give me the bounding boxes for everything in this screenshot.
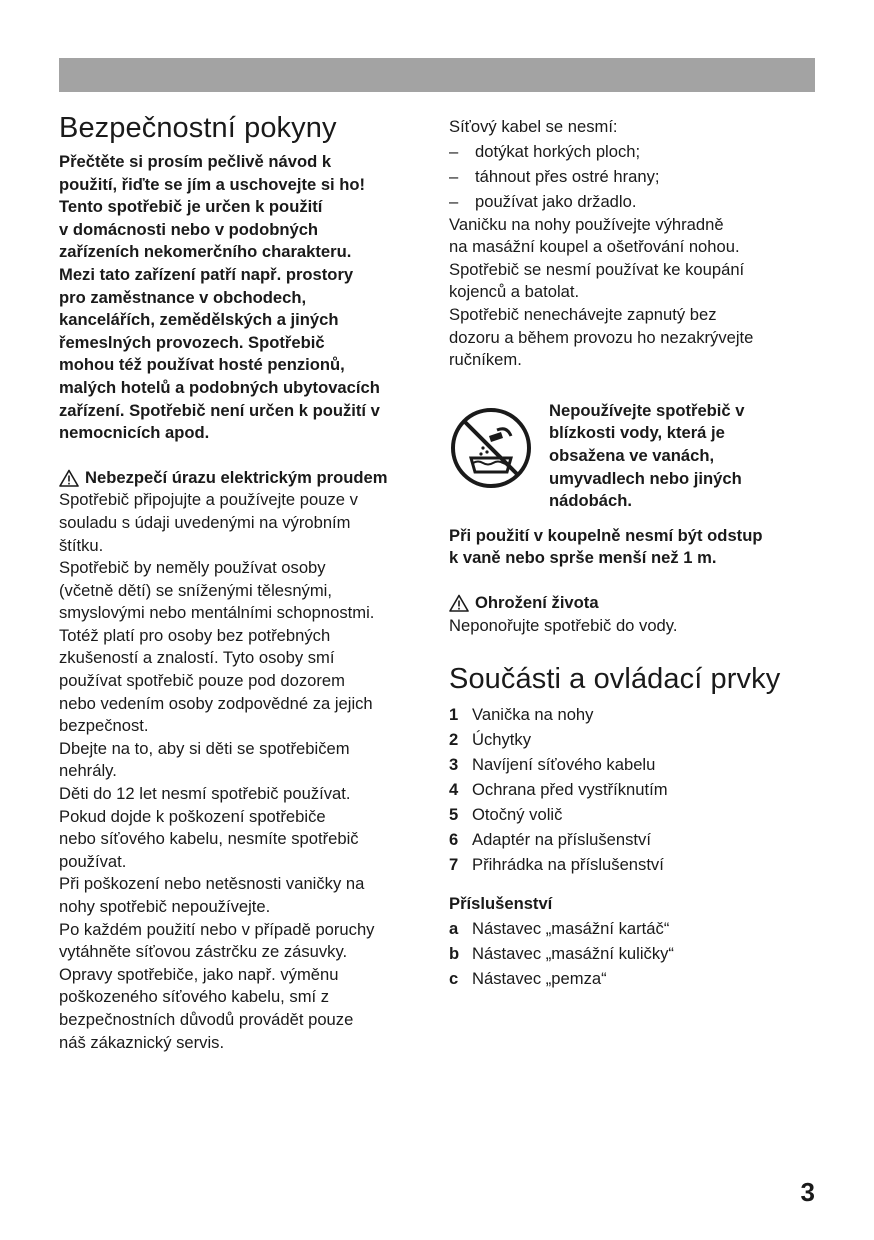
danger-heading	[449, 592, 829, 615]
list-item	[449, 727, 829, 752]
warning-line: náš zákaznický servis.	[59, 1032, 225, 1052]
section-title-safety: Bezpečnostní pokyny	[59, 112, 337, 144]
dash-bullet: –	[449, 141, 459, 161]
right-column	[449, 116, 829, 991]
electric-warning-heading	[59, 467, 429, 490]
warning-line: Děti do 12 let nesmí spotřebič používat.	[59, 784, 351, 804]
usage-line: Spotřebič se nesmí používat ke koupání	[449, 259, 745, 279]
list-item	[449, 827, 829, 852]
warning-line: bezpečnostních důvodů provádět pouze	[59, 1009, 354, 1029]
list-item-text: táhnout přes ostré hrany;	[475, 166, 660, 186]
usage-paragraph	[449, 214, 829, 372]
list-item	[449, 189, 829, 214]
warning-triangle-icon	[449, 594, 469, 612]
water-warning-block	[449, 400, 829, 513]
caption-line: Nepoužívejte spotřebič v	[549, 400, 745, 420]
caption-line: obsažena ve vanách,	[549, 445, 715, 465]
item-letter: b	[449, 944, 460, 964]
intro-line: zařízení. Spotřebič není určen k použití v	[59, 400, 380, 420]
usage-line: ručníkem.	[449, 350, 522, 370]
accessories-heading: Příslušenství	[449, 894, 553, 914]
warning-line: používat.	[59, 851, 127, 871]
list-item-text: používat jako držadlo.	[475, 191, 637, 211]
usage-line: Spotřebič nenechávejte zapnutý bez	[449, 304, 717, 324]
intro-line: Tento spotřebič je určen k použití	[59, 197, 323, 217]
item-number: 4	[449, 780, 459, 800]
electric-warning-title: Nebezpečí úrazu elektrickým proudem	[85, 467, 388, 487]
item-number: 1	[449, 705, 459, 725]
item-label: Adaptér na příslušenství	[472, 830, 651, 850]
usage-line: dozoru a během provozu ho nezakrývejte	[449, 327, 754, 347]
warning-line: Totéž platí pro osoby bez potřebných	[59, 625, 331, 645]
list-item	[449, 702, 829, 727]
warning-line: Opravy spotřebiče, jako např. výměnu	[59, 964, 339, 984]
dash-bullet: –	[449, 191, 459, 211]
caption-line: blízkosti vody, která je	[549, 423, 725, 443]
item-letter: c	[449, 969, 459, 989]
caption-line: nádobách.	[549, 491, 632, 511]
caption-line: umyvadlech nebo jiných	[549, 468, 742, 488]
warning-line: Spotřebič připojujte a používejte pouze v	[59, 490, 358, 510]
warning-triangle-icon	[59, 469, 79, 487]
list-item	[449, 164, 829, 189]
warning-line: štítku.	[59, 535, 104, 555]
intro-paragraph	[59, 151, 429, 445]
note-line: k vaně nebo sprše menší než 1 m.	[449, 548, 717, 568]
warning-line: vytáhněte síťovou zástrčku ze zásuvky.	[59, 942, 348, 962]
list-item	[449, 777, 829, 802]
usage-line: Vaničku na nohy používejte výhradně	[449, 214, 724, 234]
page-number: 3	[800, 1177, 815, 1207]
cable-restrictions-list	[449, 139, 829, 214]
item-number: 7	[449, 855, 459, 875]
intro-line: použití, řiďte se jím a uschovejte si ho!	[59, 174, 366, 194]
intro-line: v domácnosti nebo v podobných	[59, 219, 319, 239]
intro-line: Mezi tato zařízení patří např. prostory	[59, 264, 354, 284]
list-item	[449, 966, 829, 991]
item-label: Otočný volič	[472, 805, 563, 825]
warning-line: Po každém použití nebo v případě poruchy	[59, 919, 375, 939]
intro-line: zařízeních nekomerčního charakteru.	[59, 242, 352, 262]
item-number: 3	[449, 755, 459, 775]
list-item-text: dotýkat horkých ploch;	[475, 141, 641, 161]
bathroom-distance-note	[449, 525, 829, 570]
warning-line: nohy spotřebič nepoužívejte.	[59, 897, 271, 916]
intro-line: kancelářích, zemědělských a jiných	[59, 310, 339, 330]
intro-line: Přečtěte si prosím pečlivě návod k	[59, 152, 332, 171]
warning-line: Dbejte na to, aby si děti se spotřebičem	[59, 738, 350, 758]
note-line: Při použití v koupelně nesmí být odstup	[449, 525, 763, 545]
usage-line: kojenců a batolat.	[449, 282, 580, 302]
section-title-parts: Součásti a ovládací prvky	[449, 663, 781, 696]
cable-intro: Síťový kabel se nesmí:	[449, 117, 618, 136]
list-item	[449, 752, 829, 777]
usage-line: na masážní koupel a ošetřování nohou.	[449, 237, 740, 257]
item-label: Přihrádka na příslušenství	[472, 855, 664, 875]
item-label: Nástavec „pemza“	[472, 969, 607, 989]
warning-line: nebo vedením osoby zodpovědné za jejich	[59, 693, 373, 713]
list-item	[449, 941, 829, 966]
warning-line: Pokud dojde k poškození spotřebiče	[59, 806, 326, 826]
warning-line: zkušeností a znalostí. Tyto osoby smí	[59, 648, 335, 668]
no-water-icon	[449, 406, 533, 490]
item-label: Úchytky	[472, 730, 532, 750]
item-label: Ochrana před vystříknutím	[472, 780, 668, 800]
warning-line: nehrály.	[59, 761, 117, 781]
item-label: Vanička na nohy	[472, 705, 594, 725]
left-column	[59, 112, 429, 1054]
item-letter: a	[449, 919, 459, 939]
intro-line: řemeslných provozech. Spotřebič	[59, 332, 325, 352]
list-item	[449, 802, 829, 827]
warning-line: používat spotřebič pouze pod dozorem	[59, 671, 345, 691]
water-warning-text	[549, 400, 745, 513]
intro-line: mohou též používat hosté penzionů,	[59, 355, 345, 375]
intro-line: pro zaměstnance v obchodech,	[59, 287, 307, 307]
item-number: 6	[449, 830, 459, 850]
accessories-list	[449, 916, 829, 991]
dash-bullet: –	[449, 166, 459, 186]
intro-line: nemocnicích apod.	[59, 423, 210, 443]
warning-line: smyslovými nebo mentálními schopnostmi.	[59, 603, 375, 623]
electric-warning-text	[59, 489, 429, 1054]
item-number: 2	[449, 730, 459, 750]
item-label: Navíjení síťového kabelu	[472, 755, 656, 775]
item-label: Nástavec „masážní kartáč“	[472, 919, 670, 939]
item-label: Nástavec „masážní kuličky“	[472, 944, 674, 964]
header-bar	[59, 58, 815, 92]
warning-line: bezpečnost.	[59, 716, 149, 736]
danger-text: Neponořujte spotřebič do vody.	[449, 615, 678, 635]
warning-line: nebo síťového kabelu, nesmíte spotřebič	[59, 829, 359, 849]
intro-line: malých hotelů a podobných ubytovacích	[59, 377, 380, 397]
warning-line: souladu s údaji uvedenými na výrobním	[59, 512, 351, 532]
list-item	[449, 916, 829, 941]
danger-title: Ohrožení života	[475, 592, 599, 612]
list-item	[449, 852, 829, 877]
warning-line: Spotřebič by neměly používat osoby	[59, 558, 326, 578]
warning-line: (včetně dětí) se sníženými tělesnými,	[59, 580, 332, 600]
parts-list	[449, 702, 829, 877]
warning-line: poškozeného síťového kabelu, smí z	[59, 987, 330, 1007]
warning-line: Při poškození nebo netěsnosti vaničky na	[59, 874, 365, 894]
list-item	[449, 139, 829, 164]
item-number: 5	[449, 805, 459, 825]
